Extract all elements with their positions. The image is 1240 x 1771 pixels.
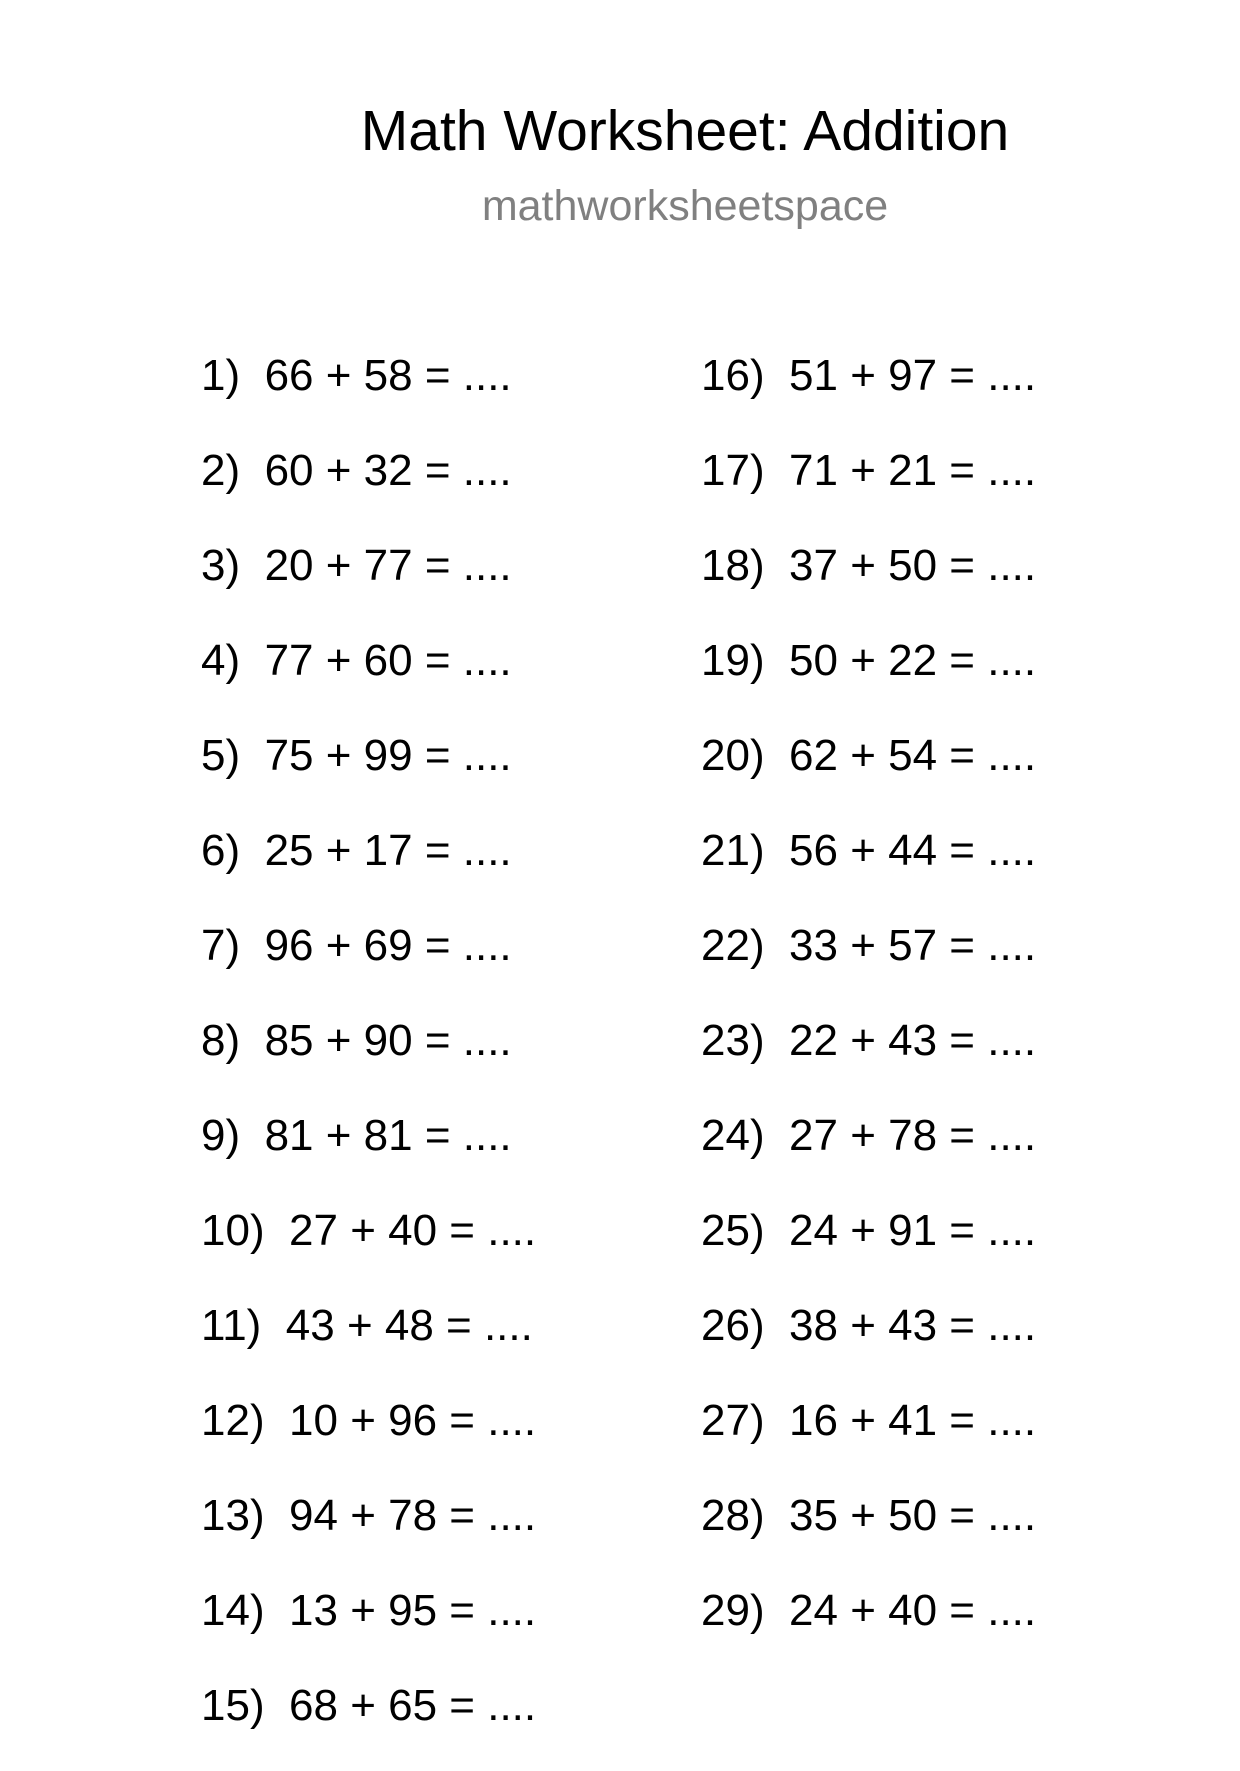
problem-expression: 56 + 44 = .... <box>789 826 1037 875</box>
problem-expression: 38 + 43 = .... <box>789 1301 1037 1350</box>
problem-item <box>201 1676 536 1771</box>
problem-number: 11) <box>201 1301 262 1350</box>
problem-number: 5) <box>201 731 241 780</box>
problem-number: 20) <box>701 731 765 780</box>
problem-expression: 85 + 90 = .... <box>264 1016 512 1065</box>
problem-expression: 43 + 48 = .... <box>285 1301 533 1350</box>
problem-number: 17) <box>701 446 765 495</box>
problem-number: 7) <box>201 921 241 970</box>
problem-expression: 66 + 58 = .... <box>264 351 512 400</box>
problem-item <box>201 631 536 726</box>
problem-number: 21) <box>701 826 765 875</box>
problem-item <box>701 1106 1036 1201</box>
problem-item <box>701 821 1036 916</box>
problem-item <box>201 346 536 441</box>
problem-expression: 50 + 22 = .... <box>789 636 1037 685</box>
problem-item <box>201 1011 536 1106</box>
problem-number: 10) <box>201 1206 265 1255</box>
problem-number: 12) <box>201 1396 265 1445</box>
problem-item <box>201 441 536 536</box>
problem-number: 26) <box>701 1301 765 1350</box>
problem-expression: 24 + 91 = .... <box>789 1206 1037 1255</box>
problem-expression: 51 + 97 = .... <box>789 351 1037 400</box>
problem-item <box>701 346 1036 441</box>
problem-expression: 13 + 95 = .... <box>289 1586 537 1635</box>
problem-expression: 25 + 17 = .... <box>264 826 512 875</box>
problem-item <box>201 726 536 821</box>
problem-number: 16) <box>701 351 765 400</box>
problem-number: 25) <box>701 1206 765 1255</box>
problem-item <box>701 1486 1036 1581</box>
problem-number: 15) <box>201 1681 265 1730</box>
problem-expression: 77 + 60 = .... <box>264 636 512 685</box>
problem-item <box>201 821 536 916</box>
problem-number: 19) <box>701 636 765 685</box>
page-title: Math Worksheet: Addition <box>360 99 1010 163</box>
problem-item <box>701 536 1036 631</box>
problem-column-right <box>701 346 1036 1676</box>
problem-expression: 37 + 50 = .... <box>789 541 1037 590</box>
problem-expression: 24 + 40 = .... <box>789 1586 1037 1635</box>
problem-column-left <box>201 346 536 1771</box>
problem-item <box>201 1486 536 1581</box>
problem-item <box>701 1011 1036 1106</box>
problem-number: 4) <box>201 636 241 685</box>
problem-expression: 35 + 50 = .... <box>789 1491 1037 1540</box>
problem-expression: 75 + 99 = .... <box>264 731 512 780</box>
problem-expression: 94 + 78 = .... <box>289 1491 537 1540</box>
problem-item <box>201 1106 536 1201</box>
problem-number: 8) <box>201 1016 241 1065</box>
problem-item <box>701 441 1036 536</box>
problem-expression: 10 + 96 = .... <box>289 1396 537 1445</box>
problem-number: 13) <box>201 1491 265 1540</box>
problem-expression: 16 + 41 = .... <box>789 1396 1037 1445</box>
problem-expression: 27 + 40 = .... <box>289 1206 537 1255</box>
problem-number: 22) <box>701 921 765 970</box>
problem-number: 27) <box>701 1396 765 1445</box>
problem-number: 3) <box>201 541 241 590</box>
page-subtitle: mathworksheetspace <box>481 182 889 230</box>
problem-number: 1) <box>201 351 241 400</box>
problem-number: 29) <box>701 1586 765 1635</box>
problem-item <box>201 916 536 1011</box>
problem-item <box>201 1296 536 1391</box>
problem-number: 14) <box>201 1586 265 1635</box>
problem-number: 28) <box>701 1491 765 1540</box>
problem-item <box>701 1581 1036 1676</box>
problem-item <box>701 916 1036 1011</box>
problem-item <box>201 1201 536 1296</box>
problem-item <box>701 1391 1036 1486</box>
problem-number: 6) <box>201 826 241 875</box>
problem-number: 9) <box>201 1111 241 1160</box>
problem-item <box>201 536 536 631</box>
problem-number: 23) <box>701 1016 765 1065</box>
problem-number: 2) <box>201 446 241 495</box>
problem-expression: 62 + 54 = .... <box>789 731 1037 780</box>
problem-item <box>201 1581 536 1676</box>
problem-expression: 22 + 43 = .... <box>789 1016 1037 1065</box>
problem-expression: 68 + 65 = .... <box>289 1681 537 1730</box>
problem-expression: 81 + 81 = .... <box>264 1111 512 1160</box>
problem-item <box>701 1296 1036 1391</box>
problem-expression: 60 + 32 = .... <box>264 446 512 495</box>
problem-item <box>701 631 1036 726</box>
problem-expression: 33 + 57 = .... <box>789 921 1037 970</box>
problem-expression: 96 + 69 = .... <box>264 921 512 970</box>
problem-expression: 20 + 77 = .... <box>264 541 512 590</box>
problem-expression: 71 + 21 = .... <box>789 446 1037 495</box>
problem-number: 24) <box>701 1111 765 1160</box>
problem-expression: 27 + 78 = .... <box>789 1111 1037 1160</box>
problem-item <box>701 726 1036 821</box>
problem-number: 18) <box>701 541 765 590</box>
problem-item <box>201 1391 536 1486</box>
problem-item <box>701 1201 1036 1296</box>
